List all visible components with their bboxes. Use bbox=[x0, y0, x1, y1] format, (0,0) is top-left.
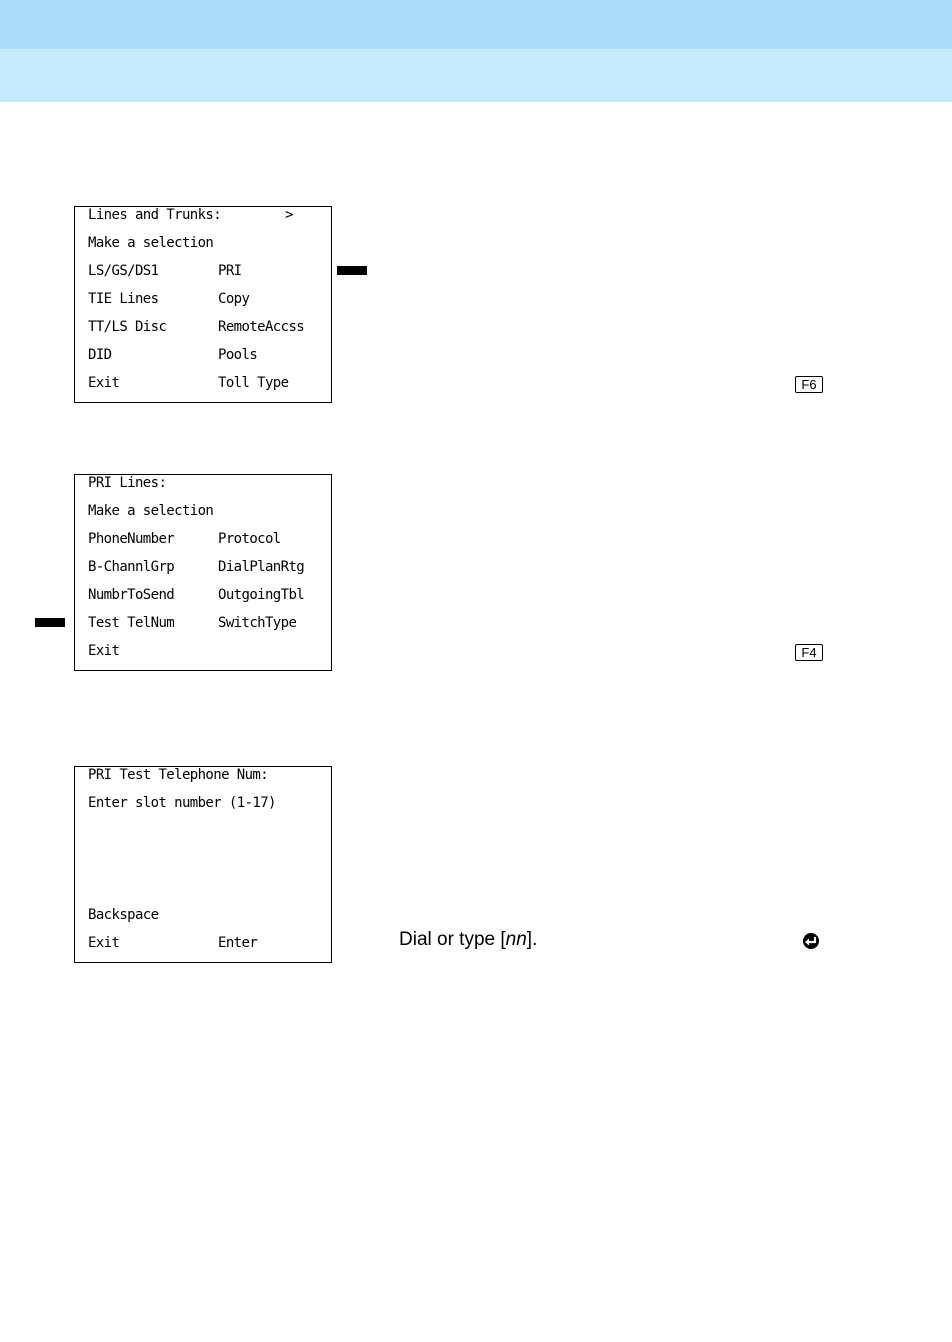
menu-option-remote-access[interactable]: RemoteAccss bbox=[218, 319, 305, 335]
screen-prompt: Make a selection bbox=[88, 235, 214, 251]
menu-option-copy[interactable]: Copy bbox=[218, 291, 250, 307]
menu-option-toll-type[interactable]: Toll Type bbox=[218, 375, 289, 391]
menu-option-pri[interactable]: PRI bbox=[218, 263, 242, 279]
selection-pointer-icon bbox=[35, 618, 65, 627]
menu-option-tie-lines[interactable]: TIE Lines bbox=[88, 291, 159, 307]
enter-option[interactable]: Enter bbox=[218, 935, 258, 951]
screen-pri-test-telephone-num bbox=[74, 766, 332, 963]
instruction-variable: nn bbox=[505, 929, 527, 950]
screen-title: PRI Lines: bbox=[88, 475, 167, 491]
instruction-dial-or-type bbox=[399, 929, 537, 951]
menu-option-tt-ls-disc[interactable]: TT/LS Disc bbox=[88, 319, 167, 335]
f4-key-icon[interactable]: F4 bbox=[795, 644, 823, 661]
menu-option-exit[interactable]: Exit bbox=[88, 375, 120, 391]
menu-option-protocol[interactable]: Protocol bbox=[218, 531, 281, 547]
f6-key-icon[interactable]: F6 bbox=[795, 376, 823, 393]
screen-prompt: Make a selection bbox=[88, 503, 214, 519]
menu-option-ls-gs-ds1[interactable]: LS/GS/DS1 bbox=[88, 263, 159, 279]
instruction-suffix: ]. bbox=[526, 929, 538, 950]
screen-title: Lines and Trunks: bbox=[88, 207, 222, 223]
menu-option-did[interactable]: DID bbox=[88, 347, 112, 363]
enter-return-icon[interactable] bbox=[801, 932, 821, 950]
menu-option-exit[interactable]: Exit bbox=[88, 643, 120, 659]
screen-lines-and-trunks bbox=[74, 206, 332, 403]
screen-prompt: Enter slot number (1-17) bbox=[88, 795, 276, 811]
header-band-bottom bbox=[0, 49, 952, 102]
menu-option-pools[interactable]: Pools bbox=[218, 347, 258, 363]
backspace-option[interactable]: Backspace bbox=[88, 907, 159, 923]
menu-option-test-tel-num[interactable]: Test TelNum bbox=[88, 615, 175, 631]
instruction-prefix: Dial or type [ bbox=[399, 929, 506, 950]
menu-option-outgoing-table[interactable]: OutgoingTbl bbox=[218, 587, 305, 603]
menu-option-b-channel-group[interactable]: B-ChannlGrp bbox=[88, 559, 175, 575]
header-band-top bbox=[0, 0, 952, 49]
screen-pri-lines bbox=[74, 474, 332, 671]
menu-option-switch-type[interactable]: SwitchType bbox=[218, 615, 297, 631]
screen-title: PRI Test Telephone Num: bbox=[88, 767, 269, 783]
menu-option-number-to-send[interactable]: NumbrToSend bbox=[88, 587, 175, 603]
selection-pointer-icon bbox=[337, 266, 367, 275]
menu-option-phone-number[interactable]: PhoneNumber bbox=[88, 531, 175, 547]
exit-option[interactable]: Exit bbox=[88, 935, 120, 951]
more-arrow[interactable]: > bbox=[285, 207, 293, 223]
menu-option-dial-plan-routing[interactable]: DialPlanRtg bbox=[218, 559, 305, 575]
